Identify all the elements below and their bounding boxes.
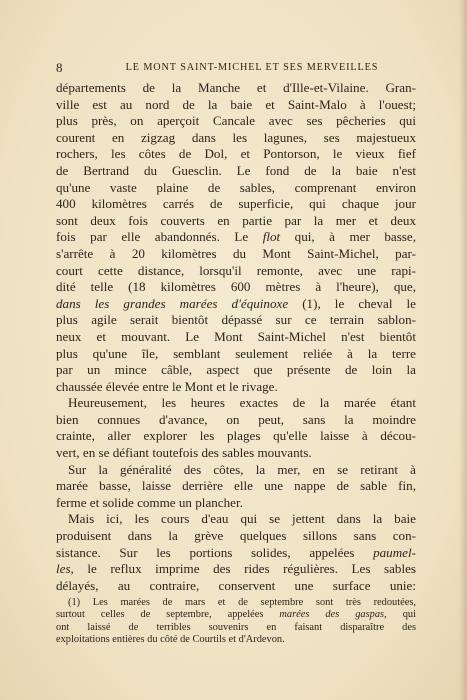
body-text-line: fois par elle abandonnés. Le flot qui, à mer basse, [56,229,416,245]
body-text-line: court cette distance, lorsqu'il remonte, avec une rapi- [56,262,416,278]
body-text-line: produisent dans la grève quelques sillons sans con- [56,528,416,544]
body-text-line: Sur la généralité des côtes, la mer, en se retirant à [68,461,416,477]
body-text-line: bien connues d'avance, on peut, sans la moindre [56,411,416,427]
body-text-line: plus près, on aperçoit Cancale avec ses pêcheries qui [56,113,416,129]
footnote-line: surtout celles de septembre, appelées marées des gaspas, qui [56,609,416,621]
italic-phrase: paumel- [373,544,416,560]
body-text-line: chaussée élevée entre le Mont et le rivage. [56,378,278,394]
body-text-line: s'arrête à 20 kilomètres du Mont Saint-Michel, par- [56,245,416,261]
footnote-line: (1) Les marées de mars et de septembre sont très redoutées, [68,597,416,608]
body-text-line: Heureusement, les heures exactes de la marée étant [68,395,416,411]
italic-phrase: dans les grandes marées d'équinoxe [56,295,289,311]
body-text-line: Mais ici, les cours d'eau qui se jettent dans la baie [68,511,416,527]
running-head: LE MONT SAINT-MICHEL ET SES MERVEILLES [125,62,379,73]
body-text-line: crainte, aller explorer les plages qu'elle laisse à décou- [56,428,416,444]
body-text-line: dité telle (18 kilomètres 600 mètres à l'heure), que, [56,279,416,295]
body-text-line: par un mince câble, aspect que présente de loin la [56,362,416,378]
body-text-line: neux et mouvant. Le Mont Saint-Michel n'est bientôt [56,328,416,344]
body-text-line: dans les grandes marées d'équinoxe (1), le cheval le [56,295,416,311]
page-number: 8 [56,60,63,75]
italic-phrase: flot [262,229,281,245]
body-text-line: délayés, au contraire, conservent une surface unie: [56,577,416,593]
body-text-line: départements de la Manche et d'Ille-et-Vilaine. Gran- [56,80,416,95]
body-text-line: plus qu'une île, semblant seulement reliée à la terre [56,345,416,361]
italic-phrase: les [56,561,71,577]
body-text-line: rochers, les côtes de Dol, et Pontorson, le vieux fief [56,146,416,162]
footnote-line: exploitations entières du côté de Courtils et d'Ardevon. [56,633,285,645]
page-edge-shadow [459,0,467,700]
body-text-line: plus agile serait bientôt dépassé sur ce terrain sablon- [56,312,416,328]
page-header [56,60,416,78]
body-text [56,80,416,594]
body-text-line: sont deux fois couverts en partie par la mer et deux [56,212,416,228]
body-text-line: courent en zigzag dans les lagunes, ses majestueux [56,129,416,145]
body-text-line: les, le reflux imprime des rides régulières. Les sables [56,561,416,577]
body-text-line: qu'une vaste plaine de sables, comprenant environ [56,179,416,195]
body-text-line: 400 kilomètres carrés de superficie, qui chaque jour [56,196,416,212]
body-text-line: ferme et solide comme un plancher. [56,494,243,510]
body-text-line: ville est au nord de la baie et Saint-Malo à l'ouest; [56,96,416,112]
footnote-line: ont laissé de terribles souvenirs en faisant disparaître des [56,621,416,633]
body-text-line: sistance. Sur les portions solides, appelées paumel- [56,544,416,560]
body-text-line: marée basse, laisse derrière elle une nappe de sable fin, [56,478,416,494]
footnote [56,597,416,646]
italic-phrase: marées des gaspas [279,609,385,621]
body-text-line: de Bertrand du Guesclin. Le fond de la baie n'est [56,162,416,178]
body-text-line: vert, en se défiant toutefois des sables mouvants. [56,445,312,461]
